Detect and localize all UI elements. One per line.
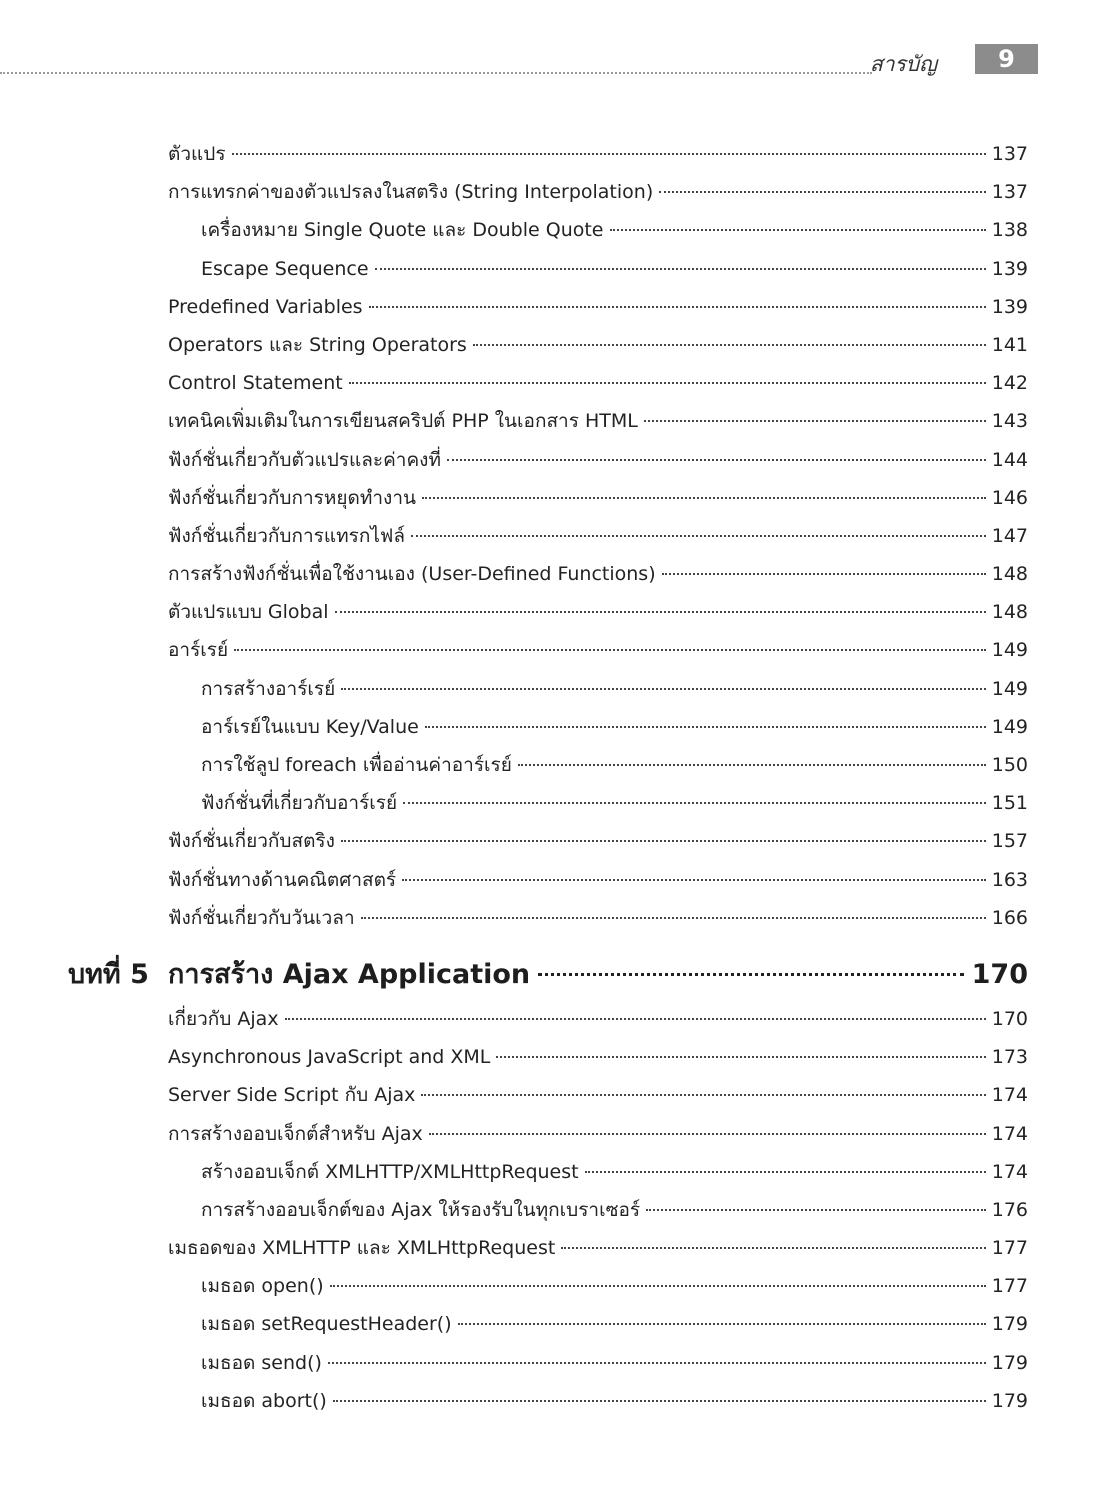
toc-entry[interactable] <box>168 861 1028 899</box>
toc-entry[interactable] <box>201 708 1028 746</box>
toc-entry-title: ฟังก์ชั่นเกี่ยวกับสตริง <box>168 830 335 853</box>
dot-leader <box>646 1209 986 1211</box>
dot-leader <box>458 1323 986 1325</box>
dot-leader <box>447 459 986 461</box>
toc-entry-page: 146 <box>991 486 1028 509</box>
toc-entry-page: 137 <box>991 181 1028 204</box>
toc-entry[interactable] <box>201 1191 1028 1229</box>
toc-entry[interactable] <box>201 1153 1028 1191</box>
dot-leader <box>369 306 986 308</box>
page-number-badge: 9 <box>975 44 1038 74</box>
toc-entry-page: 143 <box>991 410 1028 433</box>
toc-entry[interactable] <box>168 326 1028 364</box>
toc-entry[interactable] <box>168 1076 1028 1114</box>
toc-entry[interactable] <box>168 135 1028 173</box>
toc-entry-title: เมธอด open() <box>201 1275 324 1298</box>
dot-leader <box>375 268 986 270</box>
toc-entry-page: 163 <box>991 868 1028 891</box>
toc-entry[interactable] <box>201 1382 1028 1420</box>
toc-entry-page: 139 <box>991 257 1028 280</box>
toc-entry-page: 170 <box>991 1007 1028 1030</box>
dot-leader <box>421 1094 985 1096</box>
toc-entry-page: 137 <box>991 143 1028 165</box>
toc-entry-title: การสร้างฟังก์ชั่นเพื่อใช้งานเอง (User-Defined Functions) <box>168 563 656 586</box>
toc-entry[interactable] <box>201 670 1028 708</box>
toc-entry-title: เทคนิคเพิ่มเติมในการเขียนสคริปต์ PHP ในเอกสาร HTML <box>168 410 638 433</box>
toc-entry-page: 144 <box>991 448 1028 471</box>
toc-entry[interactable] <box>168 1229 1028 1267</box>
toc-entry-page: 151 <box>991 792 1028 815</box>
toc-entry[interactable] <box>201 784 1028 822</box>
toc-entry-page: 166 <box>991 906 1028 929</box>
toc-entry-page: 179 <box>991 1389 1028 1412</box>
toc-entry[interactable] <box>168 1038 1028 1076</box>
dot-leader <box>473 344 986 346</box>
toc-entry[interactable] <box>201 250 1028 288</box>
dot-leader <box>361 917 986 919</box>
toc-entry[interactable] <box>201 1267 1028 1305</box>
toc-entry-page: 147 <box>991 524 1028 547</box>
toc-entry-title: Predefined Variables <box>168 295 363 318</box>
header-dotted-rule <box>0 72 872 74</box>
dot-leader <box>422 497 986 499</box>
dot-leader <box>610 229 986 231</box>
dot-leader <box>496 1056 985 1058</box>
dot-leader <box>403 802 986 804</box>
toc-entry[interactable] <box>168 402 1028 440</box>
dot-leader <box>328 1362 986 1364</box>
toc-section-a <box>0 135 1102 937</box>
dot-leader <box>644 420 986 422</box>
chapter-page: 170 <box>971 958 1028 990</box>
toc-entry-title: เมธอดของ XMLHTTP และ XMLHttpRequest <box>168 1237 556 1260</box>
dot-leader <box>518 764 986 766</box>
toc-entry-page: 150 <box>991 754 1028 776</box>
toc-entry[interactable] <box>168 631 1028 669</box>
toc-entry-title: Escape Sequence <box>201 257 369 280</box>
toc-entry-page: 149 <box>991 639 1028 662</box>
toc-entry[interactable] <box>168 593 1028 631</box>
toc-entry-page: 142 <box>991 372 1028 395</box>
toc-entry-title: ฟังก์ชั่นเกี่ยวกับการแทรกไฟล์ <box>168 524 405 547</box>
dot-leader <box>662 573 986 575</box>
dot-leader <box>335 611 986 613</box>
toc-entry[interactable] <box>168 441 1028 479</box>
toc-entry-page: 174 <box>991 1122 1028 1145</box>
toc-entry[interactable] <box>168 479 1028 517</box>
toc-entry[interactable] <box>168 173 1028 211</box>
dot-leader <box>425 726 986 728</box>
toc-entry[interactable] <box>201 1344 1028 1382</box>
page-header <box>0 38 1102 78</box>
dot-leader <box>561 1247 985 1249</box>
dot-leader <box>341 840 986 842</box>
dot-leader <box>411 535 986 537</box>
toc-entry[interactable] <box>168 517 1028 555</box>
toc-entry-page: 174 <box>991 1160 1028 1183</box>
toc-entry-page: 148 <box>991 601 1028 624</box>
toc-entry-page: 149 <box>991 677 1028 700</box>
toc-entry-title: อาร์เรย์ <box>168 639 229 662</box>
toc-entry-title: การใช้ลูป foreach เพื่ออ่านค่าอาร์เรย์ <box>201 754 512 776</box>
toc-entry-title: เมธอด setRequestHeader() <box>201 1313 452 1336</box>
dot-leader <box>285 1018 986 1020</box>
toc-entry[interactable] <box>168 899 1028 937</box>
toc-entry-page: 176 <box>991 1198 1028 1221</box>
toc-entry-title: เครื่องหมาย Single Quote และ Double Quote <box>201 219 604 242</box>
toc-entry-title: อาร์เรย์ในแบบ Key/Value <box>201 715 419 738</box>
dot-leader <box>341 688 985 690</box>
dot-leader <box>538 973 963 976</box>
toc-entry-page: 177 <box>991 1275 1028 1298</box>
toc-entry-title: การแทรกค่าของตัวแปรลงในสตริง (String Interpolation) <box>168 181 654 204</box>
dot-leader <box>330 1285 986 1287</box>
toc-entry-page: 148 <box>991 563 1028 586</box>
toc-entry[interactable] <box>168 364 1028 402</box>
toc-entry[interactable] <box>201 746 1028 784</box>
dot-leader <box>234 649 986 651</box>
toc-entry-page: 149 <box>991 715 1028 738</box>
toc-entry-title: ฟังก์ชั่นที่เกี่ยวกับอาร์เรย์ <box>201 792 398 815</box>
toc-entry-title: ตัวแปร <box>168 143 226 165</box>
toc-entry-page: 179 <box>991 1351 1028 1374</box>
toc-entry-title: Asynchronous JavaScript and XML <box>168 1046 491 1069</box>
toc-entry-title: Operators และ String Operators <box>168 333 467 356</box>
toc-entry-page: 138 <box>991 219 1028 242</box>
chapter-heading[interactable] <box>68 950 1028 1000</box>
toc-entry-page: 141 <box>991 333 1028 356</box>
toc-entry-title: ฟังก์ชั่นเกี่ยวกับตัวแปรและค่าคงที่ <box>168 448 441 471</box>
toc-entry-page: 139 <box>991 295 1028 318</box>
toc-entry-page: 174 <box>991 1084 1028 1107</box>
dot-leader <box>585 1171 986 1173</box>
toc-section-b <box>0 1000 1102 1420</box>
toc-entry-title: การสร้างออบเจ็กต์ของ Ajax ให้รองรับในทุกเบราเซอร์ <box>201 1198 641 1221</box>
header-title: สารบัญ <box>869 52 937 76</box>
dot-leader <box>349 382 986 384</box>
toc-entry-title: ฟังก์ชั่นเกี่ยวกับการหยุดทำงาน <box>168 486 416 509</box>
toc-entry[interactable] <box>201 211 1028 249</box>
toc-entry[interactable] <box>168 288 1028 326</box>
toc-entry-page: 173 <box>991 1046 1028 1069</box>
toc-entry[interactable] <box>201 1305 1028 1343</box>
toc-entry[interactable] <box>168 822 1028 860</box>
toc-entry[interactable] <box>168 1115 1028 1153</box>
toc-entry-page: 177 <box>991 1237 1028 1260</box>
toc-entry-title: ตัวแปรแบบ Global <box>168 601 329 624</box>
table-of-contents <box>0 135 1102 1420</box>
toc-entry-title: เมธอด send() <box>201 1351 322 1374</box>
toc-entry-title: ฟังก์ชั่นทางด้านคณิตศาสตร์ <box>168 868 397 891</box>
dot-leader <box>402 879 986 881</box>
toc-entry-title: การสร้างออบเจ็กต์สำหรับ Ajax <box>168 1122 423 1145</box>
dot-leader <box>232 153 986 155</box>
toc-entry-page: 157 <box>991 830 1028 853</box>
toc-entry-title: Server Side Script กับ Ajax <box>168 1084 416 1107</box>
toc-entry[interactable] <box>168 1000 1028 1038</box>
toc-entry-title: เกี่ยวกับ Ajax <box>168 1007 279 1030</box>
toc-entry-title: Control Statement <box>168 372 343 395</box>
toc-entry-title: ฟังก์ชั่นเกี่ยวกับวันเวลา <box>168 906 355 929</box>
dot-leader <box>333 1400 986 1402</box>
toc-entry[interactable] <box>168 555 1028 593</box>
dot-leader <box>659 191 985 193</box>
toc-entry-title: การสร้างอาร์เรย์ <box>201 677 336 700</box>
toc-entry-title: เมธอด abort() <box>201 1389 327 1412</box>
chapter-label: บทที่ 5 <box>68 958 149 990</box>
toc-entry-title: สร้างออบเจ็กต์ XMLHTTP/XMLHttpRequest <box>201 1160 579 1183</box>
dot-leader <box>429 1133 986 1135</box>
toc-entry-page: 179 <box>991 1313 1028 1336</box>
chapter-title: การสร้าง Ajax Application <box>168 958 531 990</box>
